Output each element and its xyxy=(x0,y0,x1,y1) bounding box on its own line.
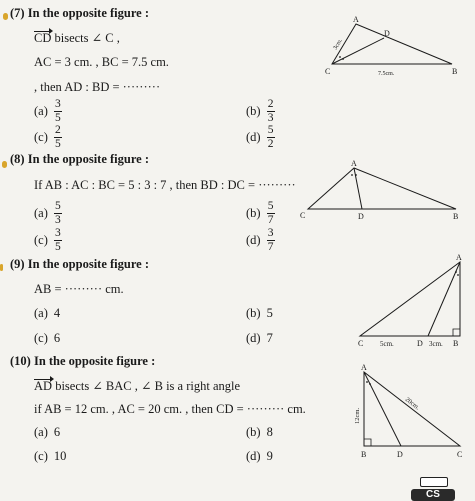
q9-figure xyxy=(352,250,470,350)
svg-text:5cm.: 5cm. xyxy=(380,340,394,348)
svg-text:A: A xyxy=(353,15,359,24)
q10-heading: (10) In the opposite figure : xyxy=(10,354,156,368)
q8-heading: (8) In the opposite figure : xyxy=(10,152,150,166)
svg-text:D: D xyxy=(384,29,390,38)
q7-option-c[interactable]: (c) $\frac{2}{5}$ xyxy=(34,124,61,150)
q8-figure xyxy=(296,158,466,222)
q9-option-b[interactable]: (b) 5 xyxy=(246,306,273,320)
scanner-logo: CS xyxy=(411,489,455,501)
svg-text:C: C xyxy=(325,67,331,76)
q7-option-d[interactable]: (d) $\frac{5}{2}$ xyxy=(246,124,274,150)
q7-question: , then AD : BD = ········· xyxy=(34,80,161,94)
svg-text:A: A xyxy=(456,253,462,262)
q10-figure xyxy=(348,362,468,464)
svg-text:B: B xyxy=(361,450,367,459)
svg-text:B: B xyxy=(452,67,458,76)
q9-heading: (9) In the opposite figure : xyxy=(10,257,150,271)
bullet-marker xyxy=(0,264,3,271)
svg-text:D: D xyxy=(358,212,364,221)
q10-vector-ad: AD xyxy=(34,379,53,393)
q8-option-c[interactable]: (c) $\frac{3}{5}$ xyxy=(34,227,61,253)
q7-option-a[interactable]: (a) $\frac{3}{5}$ xyxy=(34,98,61,124)
q8-question: If AB : AC : BC = 5 : 3 : 7 , then BD : DC = ········· xyxy=(34,178,296,192)
svg-text:7.5cm.: 7.5cm. xyxy=(378,71,395,77)
svg-text:A: A xyxy=(361,363,367,372)
q9-option-c[interactable]: (c) 6 xyxy=(34,331,61,345)
q7-figure xyxy=(318,12,468,82)
q8-option-a[interactable]: (a) $\frac{5}{3}$ xyxy=(34,200,61,226)
svg-text:B: B xyxy=(453,339,459,348)
q8-option-b[interactable]: (b) $\frac{5}{7}$ xyxy=(246,200,274,226)
q10-option-a[interactable]: (a) 6 xyxy=(34,425,61,439)
q10-option-d[interactable]: (d) 9 xyxy=(246,449,273,463)
svg-text:20cm.: 20cm. xyxy=(403,396,421,412)
svg-text:12cm.: 12cm. xyxy=(354,407,361,424)
svg-text:3cm.: 3cm. xyxy=(429,340,443,348)
svg-text:D: D xyxy=(417,339,423,348)
q10-question: if AB = 12 cm. , AC = 20 cm. , then CD = ········· cm. xyxy=(34,402,306,416)
bullet-marker xyxy=(2,161,7,168)
q9-option-a[interactable]: (a) 4 xyxy=(34,306,61,320)
q7-heading: (7) In the opposite figure : xyxy=(10,6,150,20)
q9-question: AB = ········· cm. xyxy=(34,282,124,296)
q10-option-b[interactable]: (b) 8 xyxy=(246,425,273,439)
q7-statement-line2: AC = 3 cm. , BC = 7.5 cm. xyxy=(34,55,169,69)
q8-option-d[interactable]: (d) $\frac{3}{7}$ xyxy=(246,227,274,253)
q7-statement-line1: CD bisects ∠ C , xyxy=(34,31,120,45)
q7-option-b[interactable]: (b) $\frac{2}{3}$ xyxy=(246,98,274,124)
page-number-badge xyxy=(420,477,448,487)
q10-option-c[interactable]: (c) 10 xyxy=(34,449,67,463)
svg-text:C: C xyxy=(300,211,306,220)
svg-text:B: B xyxy=(453,212,459,221)
svg-text:3cm.: 3cm. xyxy=(332,37,344,52)
svg-text:C: C xyxy=(358,339,364,348)
q9-option-d[interactable]: (d) 7 xyxy=(246,331,273,345)
bullet-marker xyxy=(3,13,8,20)
svg-text:A: A xyxy=(351,159,357,168)
q10-statement-line1: AD bisects ∠ BAC , ∠ B is a right angle xyxy=(34,379,241,393)
svg-text:C: C xyxy=(457,450,463,459)
svg-text:D: D xyxy=(397,450,403,459)
q7-vector-cd: CD xyxy=(34,31,52,45)
